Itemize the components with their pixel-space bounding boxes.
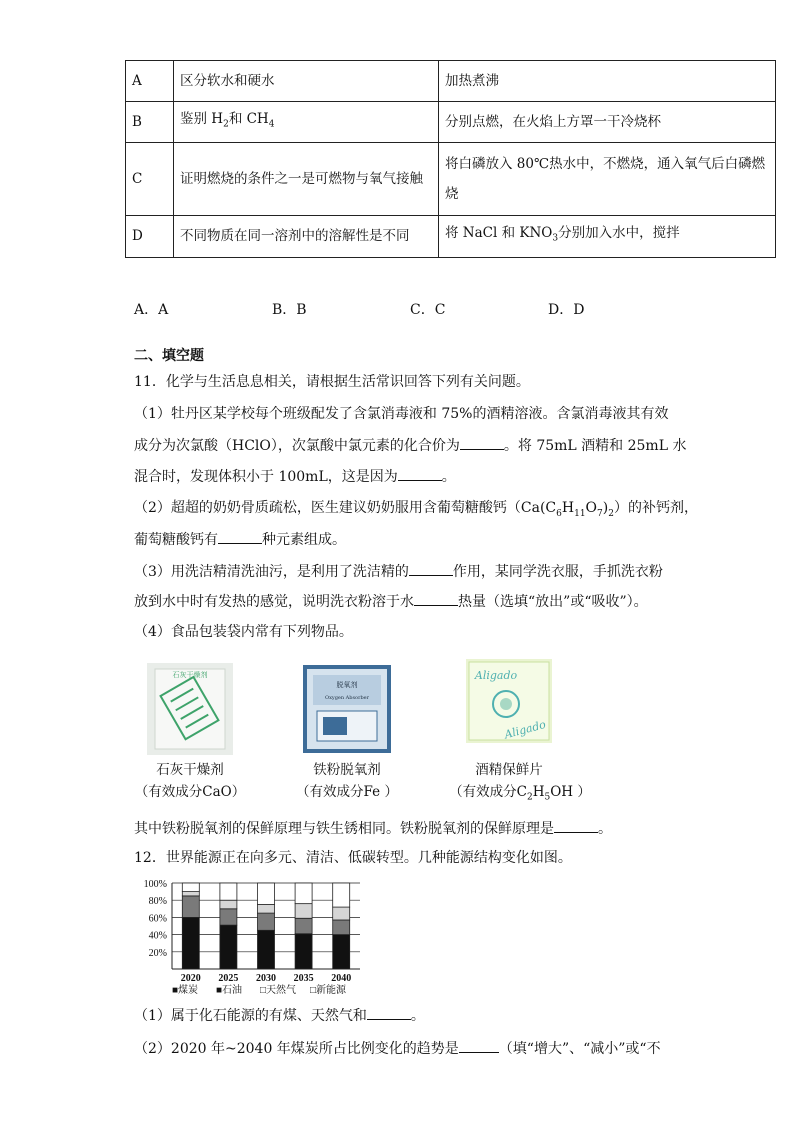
bar-segment [333, 935, 350, 969]
alcohol-preservative-image [466, 659, 552, 743]
bar-segment [182, 917, 199, 969]
package-label: 脱氧剂 [336, 681, 358, 689]
lime-desiccant-image [147, 663, 233, 755]
bar-segment [295, 883, 312, 904]
q12-p2: （2）2020 年~2040 年煤炭所占比例变化的趋势是 （填“增大”、“减小”或“不 [134, 1038, 661, 1059]
q11-p2-line2: 葡萄糖酸钙有 种元素组成。 [134, 529, 346, 550]
bar-segment [182, 883, 199, 892]
product-name: 石灰干燥剂 [156, 762, 224, 778]
bar-segment [258, 913, 275, 930]
x-tick-label: 2020 [180, 973, 201, 984]
x-tick-label: 2030 [256, 973, 276, 984]
y-tick-label: 80% [148, 896, 167, 908]
q11-stem: 11．化学与生活息息相关，请根据生活常识回答下列有关问题。 [134, 374, 530, 390]
row-purpose: 证明燃烧的条件之一是可燃物与氧气接触 [174, 143, 439, 216]
q11-p3-line2: 放到水中时有发热的感觉，说明洗衣粉溶于水 热量（选填“放出”或“吸收”）。 [134, 591, 648, 612]
bar-segment [333, 907, 350, 920]
choice-b[interactable]: B．B [272, 302, 307, 318]
package-label: Aligado [474, 669, 518, 682]
legend-item: □新能源 [310, 985, 347, 996]
row-method: 将白磷放入 80℃热水中，不燃烧，通入氧气后白磷燃烧 [439, 143, 776, 216]
choice-a[interactable]: A．A [134, 302, 169, 318]
y-tick-label: 100% [143, 879, 167, 890]
legend-item: □天然气 [260, 985, 297, 996]
row-key: B [126, 102, 174, 143]
options-table [125, 60, 776, 258]
bar-segment [220, 909, 237, 925]
package-label: Aligado [503, 717, 548, 742]
q11-p1-line2: 成分为次氯酸（HClO），次氯酸中氯元素的化合价为 。将 75mL 酒精和 25mL 水 [134, 435, 686, 456]
row-method: 将 NaCl 和 $KNO_3$分别加入水中，搅拌 [439, 216, 776, 258]
table-row [126, 143, 776, 216]
package-label-en: Oxygen Absorber [324, 695, 370, 701]
q11-p1-line3: 混合时，发现体积小于 100mL，这是因为 。 [134, 466, 456, 487]
answer-blank[interactable] [409, 561, 453, 576]
bar-segment [295, 934, 312, 969]
y-tick-label: 20% [148, 947, 167, 959]
x-tick-label: 2025 [218, 973, 239, 984]
bar-segment [258, 930, 275, 969]
row-method: 分别点燃，在火焰上方罩一干冷烧杯 [439, 102, 776, 143]
answer-blank[interactable] [398, 466, 442, 481]
table-row [126, 61, 776, 102]
q11-p1-line1: （1）牡丹区某学校每个班级配发了含氯消毒液和 75%的酒精溶液。含氯消毒液其有效 [134, 406, 669, 422]
bar-segment [258, 883, 275, 905]
section-title: 二、填空题 [134, 348, 204, 364]
table-row [126, 216, 776, 258]
answer-blank[interactable] [554, 818, 598, 833]
row-key: A [126, 61, 174, 102]
table-row [126, 102, 776, 143]
product-ingredient: （有效成分CaO） [134, 784, 246, 800]
legend-item: ■煤炭 [172, 985, 199, 996]
q11-p4: （4）食品包装袋内常有下列物品。 [134, 624, 353, 640]
choice-c[interactable]: C．C [410, 302, 446, 318]
bar-segment [333, 883, 350, 907]
q12-p1: （1）属于化石能源的有煤、天然气和 。 [134, 1005, 425, 1026]
x-tick-label: 2040 [331, 973, 352, 984]
product-ingredient: （有效成分$C_2H_5OH$ ） [449, 784, 591, 803]
row-purpose: 区分软水和硬水 [174, 61, 439, 102]
bar-segment [220, 883, 237, 900]
q12-stem: 12．世界能源正在向多元、清洁、低碳转型。几种能源结构变化如图。 [134, 850, 572, 866]
bar-segment [295, 904, 312, 919]
y-tick-label: 60% [148, 913, 167, 925]
row-key: C [126, 143, 174, 216]
bar-segment [220, 900, 237, 909]
row-key: D [126, 216, 174, 258]
y-tick-label: 40% [148, 930, 167, 942]
answer-blank[interactable] [459, 1038, 499, 1053]
answer-blank[interactable] [414, 591, 458, 606]
iron-deoxidizer-image [303, 665, 391, 753]
energy-structure-chart [130, 877, 370, 997]
row-purpose: 鉴别 $H_2$和 $CH_4$ [174, 102, 439, 143]
q11-p2-line1: （2）超超的奶奶骨质疏松，医生建议奶奶服用含葡萄糖酸钙$(Ca(C_6H_{11}O_7)_2)$的补钙剂， [134, 500, 698, 519]
q11-tail: 其中铁粉脱氧剂的保鲜原理与铁生锈相同。铁粉脱氧剂的保鲜原理是 。 [134, 818, 612, 839]
row-method: 加热煮沸 [439, 61, 776, 102]
product-name: 酒精保鲜片 [475, 762, 543, 778]
product-ingredient: （有效成分Fe ） [296, 784, 398, 800]
bar-segment [258, 905, 275, 914]
bar-segment [182, 896, 199, 918]
product-name: 铁粉脱氧剂 [313, 762, 381, 778]
bar-segment [295, 918, 312, 933]
q11-p3-line1: （3）用洗洁精清洗油污，是利用了洗洁精的 作用，某同学洗衣服，手抓洗衣粉 [134, 561, 663, 582]
bar-segment [220, 925, 237, 969]
answer-blank[interactable] [460, 435, 504, 450]
legend-item: ■石油 [216, 985, 243, 996]
choice-d[interactable]: D．D [548, 302, 585, 318]
bar-segment [333, 920, 350, 935]
package-label: 石灰干燥剂 [172, 671, 208, 679]
answer-blank[interactable] [367, 1005, 411, 1020]
bar-segment [182, 892, 199, 896]
x-tick-label: 2035 [293, 973, 314, 984]
answer-blank[interactable] [218, 529, 262, 544]
row-purpose: 不同物质在同一溶剂中的溶解性是不同 [174, 216, 439, 258]
